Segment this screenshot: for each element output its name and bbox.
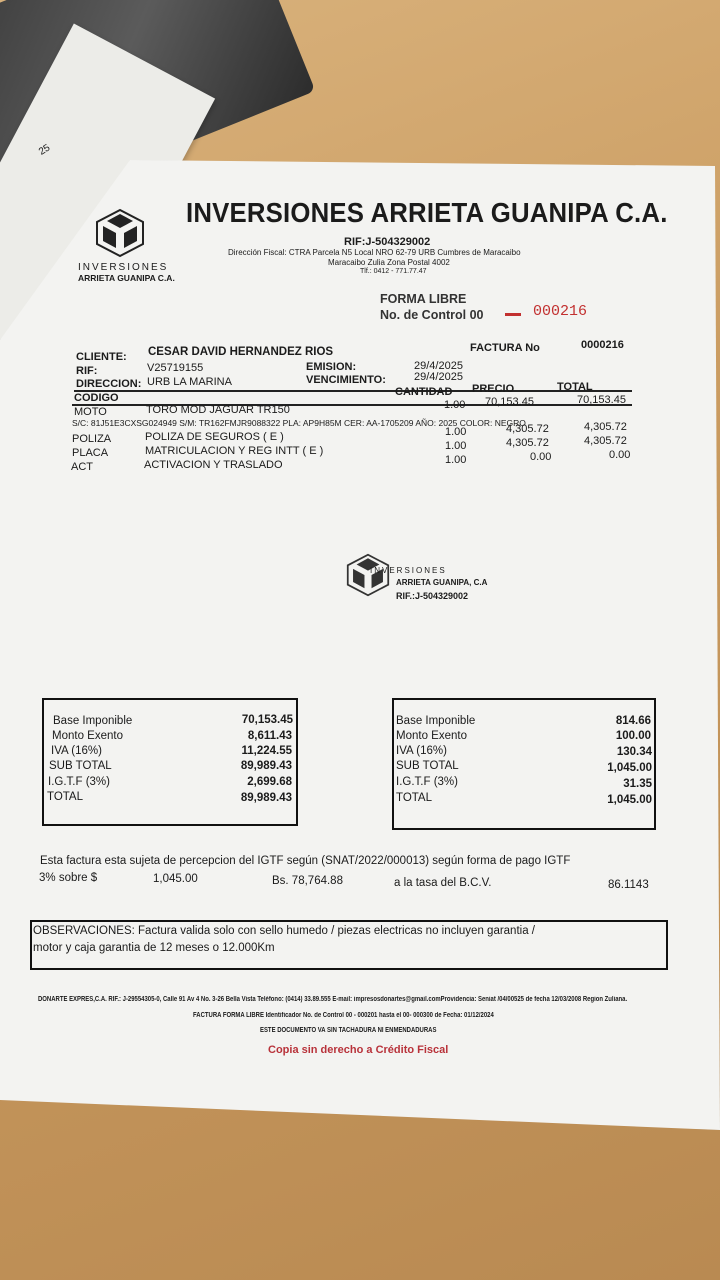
totals-bs-label: Base Imponible	[53, 715, 133, 727]
factura-label: FACTURA No	[470, 342, 540, 354]
address-line-1: Dirección Fiscal: CTRA Parcela N5 Local NRO 62-79 URB Cumbres de Maracaibo	[228, 248, 521, 257]
form-title: FORMA LIBRE	[380, 292, 467, 306]
totals-usd-value: 130.34	[616, 746, 652, 758]
client-address: URB LA MARINA	[147, 376, 232, 388]
item-price: 0.00	[530, 451, 552, 463]
totals-usd-value: 100.00	[615, 730, 651, 742]
stamp-line-2: ARRIETA GUANIPA, C.A	[396, 578, 488, 587]
item-code: ACT	[71, 461, 93, 473]
item-qty: 1.00	[444, 399, 466, 411]
totals-bs-label: TOTAL	[47, 791, 83, 803]
col-total: TOTAL	[557, 381, 593, 393]
rif-label: RIF:	[76, 365, 98, 377]
footer-no-erasures: ESTE DOCUMENTO VA SIN TACHADURA NI ENMENDADURAS	[260, 1027, 437, 1034]
igtf-bs: Bs. 78,764.88	[272, 875, 343, 887]
item-total: 70,153.45	[577, 394, 626, 406]
igtf-rate: 86.1143	[608, 879, 649, 891]
totals-usd-label: I.G.T.F (3%)	[396, 776, 458, 788]
logo-text-inversiones: INVERSIONES	[78, 262, 169, 273]
totals-bs-value: 89,989.43	[240, 760, 292, 772]
col-codigo: CODIGO	[74, 392, 119, 404]
totals-usd-label: IVA (16%)	[396, 745, 447, 757]
totals-usd-label: SUB TOTAL	[396, 760, 459, 772]
item-total: 4,305.72	[584, 421, 627, 433]
totals-bs-value: 89,989.43	[240, 792, 292, 804]
direccion-label: DIRECCION:	[76, 378, 142, 390]
footer-copy-notice: Copia sin derecho a Crédito Fiscal	[268, 1044, 449, 1056]
vencimiento-date: 29/4/2025	[414, 371, 463, 383]
observaciones-line-1: OBSERVACIONES: Factura valida solo con sello humedo / piezas electricas no incluyen garantia /	[33, 925, 535, 937]
moto-detail: S/C: 81J51E3CXSG024949 S/M: TR162FMJR9088322 PLA: AP9H85M CER: AA-1705209 AÑO: 2025 COLOR: NEGRO	[72, 418, 526, 428]
item-desc: ACTIVACION Y TRASLADO	[144, 459, 283, 471]
totals-bs-label: Monto Exento	[52, 730, 123, 742]
totals-usd-label: Base Imponible	[396, 715, 476, 727]
item-qty: 1.00	[445, 454, 467, 466]
totals-usd-value: 814.66	[615, 715, 651, 727]
item-qty: 1.00	[445, 426, 467, 438]
stamp-line-1: INVERSIONES	[370, 566, 447, 575]
totals-bs-value: 11,224.55	[241, 745, 292, 757]
company-name: INVERSIONES ARRIETA GUANIPA C.A.	[186, 197, 668, 228]
item-code: POLIZA	[72, 433, 112, 445]
igtf-usd: 1,045.00	[153, 873, 198, 885]
emision-label: EMISION:	[306, 361, 357, 373]
footer-printer: DONARTE EXPRES,C.A. RIF.: J-29554305-0, Calle 91 Av 4 No. 3-26 Bella Vista Teléfono: (0414) 33.89.555 E-mail: impresosdonartes@gmail.comProvidencia: Seniat /04/00525 de fecha 12/03/2008 Region Zuliana.	[38, 996, 628, 1003]
stamp-line-3: RIF.:J-504329002	[396, 591, 469, 601]
side-page-number: 25	[36, 142, 53, 158]
vencimiento-label: VENCIMIENTO:	[306, 374, 386, 386]
header-rule-top	[74, 390, 632, 392]
col-cantidad: CANTIDAD	[395, 386, 453, 398]
totals-usd-value: 1,045.00	[607, 762, 652, 774]
col-precio: PRECIO	[472, 383, 515, 395]
item-desc: POLIZA DE SEGUROS ( E )	[145, 431, 284, 443]
totals-usd-label: Monto Exento	[396, 730, 467, 742]
item-price: 70,153.45	[485, 396, 534, 408]
totals-bs-label: SUB TOTAL	[49, 760, 112, 772]
logo-text-company: ARRIETA GUANIPA C.A.	[78, 273, 175, 283]
control-number: 000216	[533, 303, 588, 320]
totals-bs-value: 8,611.43	[247, 730, 292, 742]
company-logo-icon	[95, 208, 145, 258]
emision-date: 29/4/2025	[414, 360, 463, 372]
cliente-name: CESAR DAVID HERNANDEZ RIOS	[148, 346, 334, 358]
company-phone: Tlf.: 0412 - 771.77.47	[360, 268, 427, 275]
totals-usd-value: 1,045.00	[607, 794, 652, 806]
item-price: 4,305.72	[506, 423, 549, 435]
item-qty: 1.00	[445, 440, 467, 452]
totals-bs-value: 2,699.68	[247, 776, 292, 788]
totals-usd-value: 31.35	[623, 778, 652, 790]
observaciones-line-2: motor y caja garantia de 12 meses o 12.000Km	[33, 942, 275, 954]
totals-bs-label: IVA (16%)	[51, 745, 102, 757]
footer-control-range: FACTURA FORMA LIBRE Identificador No. de Control 00 - 000201 hasta el 00- 000300 de Fecha: 01/12/2024	[193, 1012, 494, 1019]
invoice-paper	[0, 160, 720, 1130]
item-price: 4,305.72	[506, 437, 549, 449]
item-total: 0.00	[609, 449, 631, 461]
item-total: 4,305.72	[584, 435, 627, 447]
item-code: MOTO	[74, 406, 107, 418]
company-rif: RIF:J-504329002	[344, 236, 431, 248]
igtf-note: Esta factura esta sujeta de percepcion del IGTF según (SNAT/2022/000013) según forma de pago IGTF	[40, 855, 571, 867]
cliente-label: CLIENTE:	[76, 351, 127, 363]
address-line-2: Maracaibo Zulia Zona Postal 4002	[328, 258, 450, 267]
stamp-logo-icon	[346, 553, 390, 597]
totals-bs-value: 70,153.45	[241, 714, 293, 726]
totals-usd-label: TOTAL	[396, 792, 432, 804]
igtf-pct: 3% sobre $	[39, 872, 98, 884]
item-desc: MATRICULACION Y REG INTT ( E )	[145, 445, 324, 457]
client-rif: V25719155	[147, 362, 204, 374]
totals-bs-label: I.G.T.F (3%)	[48, 776, 110, 788]
control-dash	[505, 313, 521, 316]
item-code: PLACA	[72, 447, 109, 459]
item-desc: TORO MOD JAGUAR TR150	[146, 404, 290, 416]
igtf-rate-label: a la tasa del B.C.V.	[394, 877, 492, 889]
factura-number: 0000216	[581, 339, 624, 351]
control-label: No. de Control 00	[380, 308, 484, 322]
